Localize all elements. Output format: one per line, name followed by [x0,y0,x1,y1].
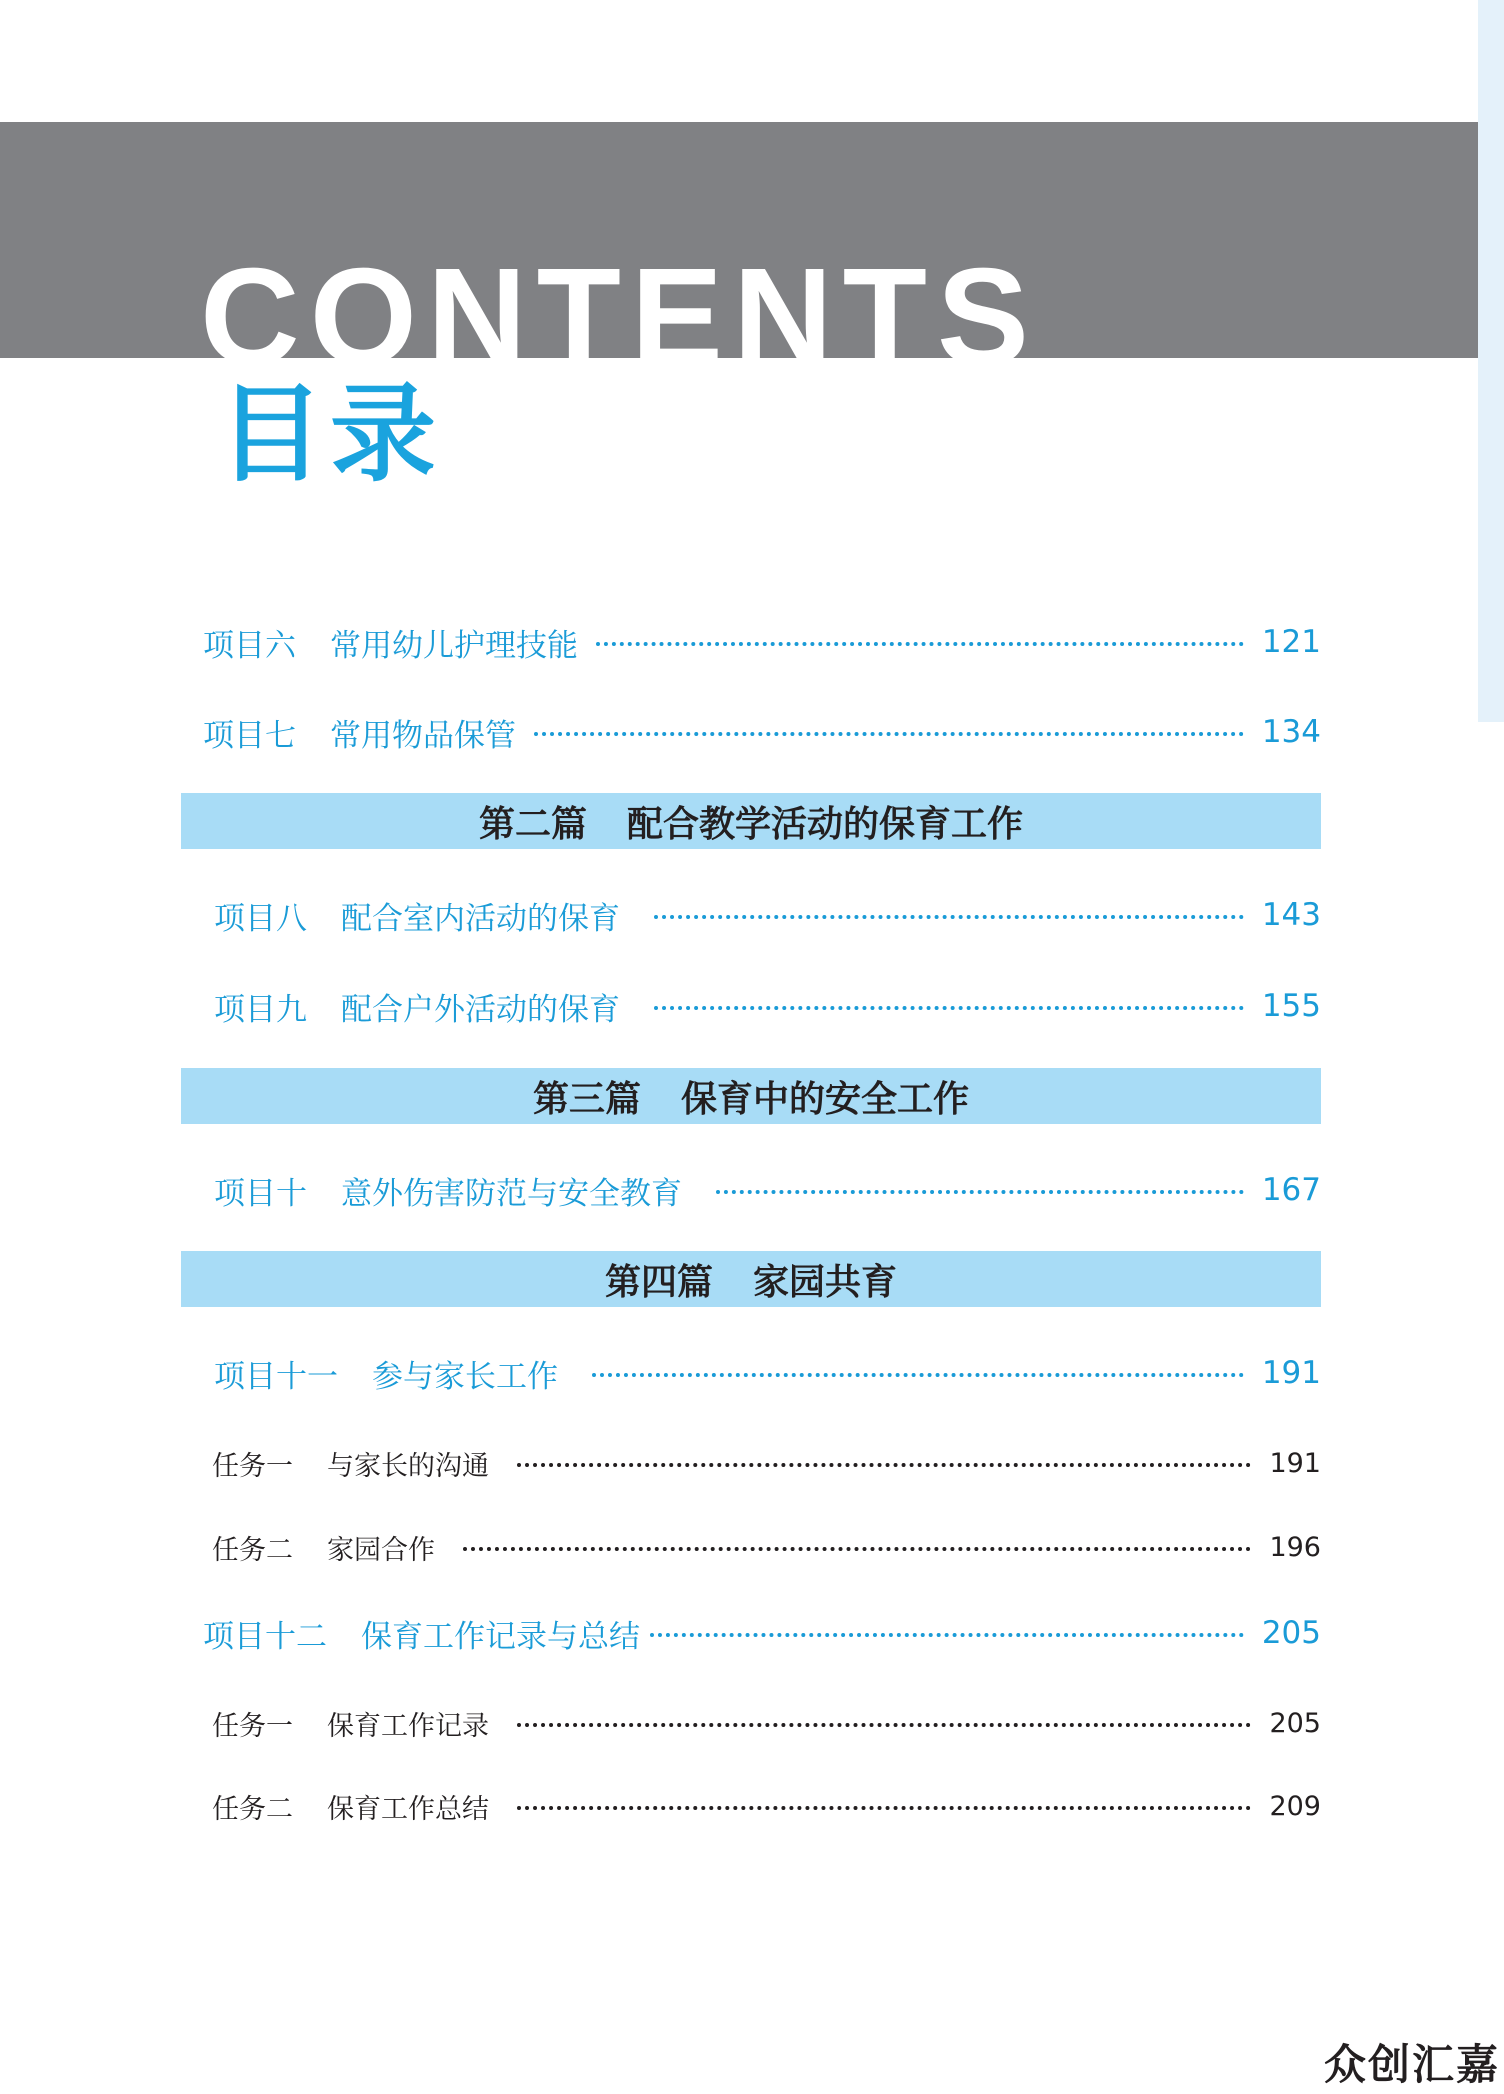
entry-page: 205 [1261,1615,1321,1651]
dot-leader [596,642,1244,646]
toc-entry-project-11[interactable] [214,1343,1321,1403]
entry-title: 常用物品保管 [330,717,516,754]
dot-leader [592,1373,1244,1377]
task-title: 与家长的沟通 [327,1450,489,1482]
entry-number: 项目六 [203,627,296,664]
entry-number: 项目十 [214,1175,307,1212]
task-page: 205 [1269,1707,1321,1739]
task-number: 任务一 [212,1450,293,1482]
watermark-logo: 众创汇嘉 [1323,2040,1500,2089]
task-title: 保育工作记录 [327,1710,489,1742]
entry-page: 143 [1261,897,1321,933]
toc-entry-project-9[interactable] [214,976,1321,1036]
dot-leader [517,1463,1251,1467]
section-number: 第四篇 [604,1261,713,1303]
task-number: 任务二 [212,1793,293,1825]
dot-leader [654,1006,1244,1010]
toc-entry-project-6[interactable] [203,612,1321,672]
task-page: 209 [1269,1790,1321,1822]
task-page: 196 [1269,1531,1321,1563]
section-number: 第二篇 [478,803,587,845]
entry-title: 意外伤害防范与安全教育 [341,1175,682,1212]
section-title: 保育中的安全工作 [681,1078,970,1120]
toc-task-home-school-cooperation[interactable] [212,1522,1321,1572]
entry-title: 保育工作记录与总结 [361,1618,640,1655]
section-band-part-4 [181,1251,1321,1307]
toc-entry-project-8[interactable] [214,885,1321,945]
section-number: 第三篇 [532,1078,641,1120]
entry-page: 155 [1261,988,1321,1024]
dot-leader [463,1547,1251,1551]
task-title: 家园合作 [327,1534,435,1566]
entry-page: 134 [1261,714,1321,750]
dot-leader [716,1190,1244,1194]
task-title: 保育工作总结 [327,1793,489,1825]
dot-leader [517,1806,1251,1810]
toc-entry-project-7[interactable] [203,702,1321,762]
entry-title: 配合户外活动的保育 [341,991,620,1028]
entry-number: 项目七 [203,717,296,754]
toc-task-care-work-record[interactable] [212,1698,1321,1748]
contents-title-zh: 目录 [218,373,442,496]
task-number: 任务二 [212,1534,293,1566]
entry-number: 项目九 [214,991,307,1028]
entry-page: 121 [1261,624,1321,660]
entry-title: 参与家长工作 [372,1358,558,1395]
task-page: 191 [1269,1447,1321,1479]
entry-title: 常用幼儿护理技能 [330,627,578,664]
task-number: 任务一 [212,1710,293,1742]
toc-task-parent-communication[interactable] [212,1438,1321,1488]
section-band-part-3 [181,1068,1321,1124]
dot-leader [517,1723,1251,1727]
entry-page: 191 [1261,1355,1321,1391]
section-title: 配合教学活动的保育工作 [627,803,1024,845]
entry-page: 167 [1261,1172,1321,1208]
dot-leader [650,1633,1244,1637]
toc-task-care-work-summary[interactable] [212,1781,1321,1831]
entry-number: 项目十二 [203,1618,327,1655]
side-strip [1478,0,1504,722]
dot-leader [654,915,1244,919]
contents-title: CONTENTS [200,240,1039,394]
dot-leader [534,732,1244,736]
entry-number: 项目八 [214,900,307,937]
toc-entry-project-10[interactable] [214,1160,1321,1220]
entry-title: 配合室内活动的保育 [341,900,620,937]
toc-entry-project-12[interactable] [203,1603,1321,1663]
entry-number: 项目十一 [214,1358,338,1395]
section-band-part-2 [181,793,1321,849]
section-title: 家园共育 [753,1261,898,1303]
